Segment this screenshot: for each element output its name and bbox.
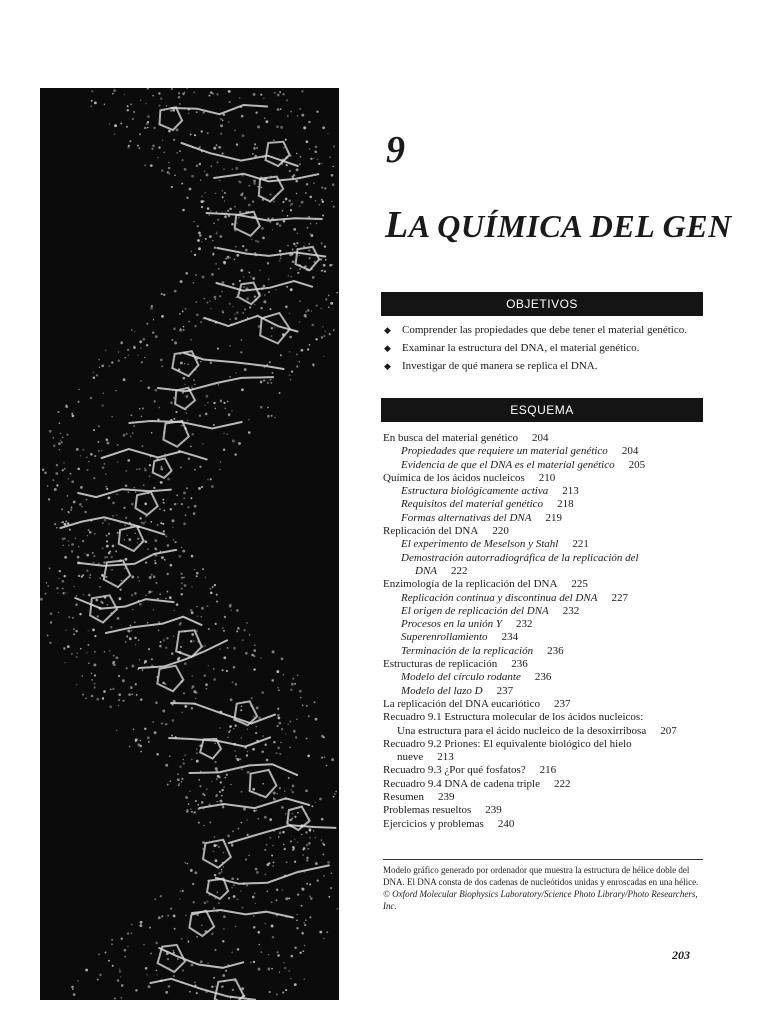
outline-item-title: La replicación del DNA eucariótico [383, 697, 540, 710]
outline-section [383, 472, 713, 485]
caption-credit: © Oxford Molecular Biophysics Laboratory/Science Photo Library/Photo Researchers, Inc. [383, 889, 698, 911]
outline-item-title: Requisitos del material genético [401, 498, 544, 511]
outline-item-title: Recuadro 9.2 Priones: El equivalente biológico del hielo [383, 737, 632, 750]
outline-subsection [383, 592, 713, 605]
diamond-bullet-icon: ◆ [384, 325, 391, 335]
outline-item-page: 213 [562, 485, 579, 498]
outline-item-continuation [383, 751, 713, 764]
outline-item-title: Terminación de la replicación [401, 644, 534, 657]
outline-section [383, 764, 713, 777]
outline-item-title: Replicación continua y discontinua del DNA [401, 591, 598, 604]
outline-item-title: Enzimología de la replicación del DNA [383, 578, 558, 591]
outline-item-continuation-text: DNA [415, 564, 437, 577]
outline-subsection [383, 605, 713, 618]
dna-helix-photo [40, 88, 339, 1000]
dna-helix-illustration [40, 88, 339, 1000]
outline-item-page: 237 [554, 697, 571, 710]
outline-item-continuation-text: nueve [397, 751, 424, 764]
outline-item-title: En busca del material genético [383, 432, 518, 444]
chapter-title-rest: A QUÍMICA DEL GEN [408, 208, 732, 244]
chapter-title-initial: L [385, 204, 409, 246]
outline-item-title: Formas alternativas del DNA [401, 511, 532, 524]
outline-item-page: 237 [496, 684, 514, 697]
outline-section [383, 432, 713, 445]
outline-item-page: 204 [532, 432, 549, 444]
chapter-number: 9 [386, 129, 405, 171]
caption-divider [383, 859, 703, 860]
outline-item-continuation-text: Una estructura para el ácido nucleico de la desoxirribosa [397, 724, 647, 737]
outline-item-continuation [383, 725, 713, 738]
outline-item-page: 239 [485, 804, 502, 817]
outline-item-title: El experimento de Meselson y Stahl [401, 538, 559, 551]
outline-subsection [383, 552, 713, 579]
outline-section [383, 738, 713, 765]
objective-item [384, 360, 714, 378]
outline-heading: ESQUEMA [381, 398, 703, 422]
outline-item-title: Estructuras de replicación [383, 658, 498, 671]
outline-section [383, 791, 713, 804]
caption-text: Modelo gráfico generado por ordenador que muestra la estructura de hélice doble del DNA. El DNA consta de dos cadenas de nucleótidos unidas y enroscadas en una hélice. [383, 865, 699, 887]
outline-item-page: 236 [534, 671, 552, 684]
outline-item-page: 222 [554, 777, 571, 790]
outline-item-page: 234 [501, 631, 519, 644]
objective-item [384, 324, 714, 342]
outline-item-page: 207 [660, 724, 677, 737]
outline-item-title: Química de los ácidos nucleicos [383, 471, 525, 484]
outline-subsection [383, 618, 713, 631]
outline-item-page: 236 [547, 644, 564, 657]
objective-text: Comprender las propiedades que debe tener el material genético. [402, 324, 687, 336]
outline-item-continuation [401, 565, 713, 578]
outline-section [383, 778, 713, 791]
chapter-title [385, 203, 732, 247]
outline-item-page: 204 [621, 445, 639, 458]
outline-item-title: Recuadro 9.4 DNA de cadena triple [383, 777, 540, 790]
outline-subsection [383, 685, 713, 698]
outline-section [383, 804, 713, 817]
outline-section [383, 818, 713, 831]
outline-item-title: Recuadro 9.3 ¿Por qué fosfatos? [383, 764, 526, 777]
page-number: 203 [672, 948, 690, 962]
outline-item-title: Superenrollamiento [401, 631, 488, 644]
backbone-sticks [60, 105, 335, 1000]
outline-subsection [383, 445, 713, 458]
chapter-outline [383, 432, 713, 831]
outline-subsection [383, 485, 713, 498]
outline-item-title: Ejercicios y problemas [383, 817, 484, 830]
outline-item-page: 216 [539, 764, 557, 777]
diamond-bullet-icon: ◆ [384, 361, 391, 371]
outline-item-title: Propiedades que requiere un material genético [401, 445, 608, 458]
outline-item-title: Problemas resueltos [383, 804, 472, 817]
outline-item-page: 210 [538, 471, 556, 484]
outline-item-title: Evidencia de que el DNA es el material genético [401, 458, 615, 471]
outline-subsection [383, 459, 713, 472]
outline-item-page: 225 [571, 578, 588, 591]
outline-item-title: Modelo del círculo rodante [401, 671, 521, 684]
objectives-heading: OBJETIVOS [381, 292, 703, 316]
outline-item-title: Procesos en la unión Y [401, 618, 503, 631]
outline-item-page: 220 [492, 525, 509, 538]
outline-item-title: Demostración autorradiográfica de la replicación del [401, 551, 639, 564]
outline-item-page: 232 [562, 604, 580, 617]
objectives-list [384, 324, 714, 378]
outline-subsection [383, 512, 713, 525]
photo-caption [383, 864, 705, 912]
outline-item-page: 236 [511, 658, 528, 671]
outline-item-title: El origen de replicación del DNA [401, 604, 549, 617]
electron-cloud-dots [40, 88, 338, 999]
outline-item-page: 213 [437, 751, 454, 764]
outline-item-title: Recuadro 9.1 Estructura molecular de los ácidos nucleicos: [383, 711, 644, 724]
outline-item-title: Estructura biológicamente activa [401, 485, 549, 498]
diamond-bullet-icon: ◆ [384, 343, 391, 353]
outline-item-page: 240 [497, 817, 515, 830]
outline-item-page: 218 [557, 498, 574, 511]
outline-item-title: Resumen [383, 791, 424, 804]
outline-section [383, 525, 713, 538]
outline-subsection [383, 538, 713, 551]
outline-subsection [383, 671, 713, 684]
outline-item-page: 232 [516, 618, 533, 631]
outline-subsection [383, 645, 713, 658]
outline-item-page: 205 [628, 458, 646, 471]
objective-text: Examinar la estructura del DNA, el material genético. [402, 342, 640, 354]
outline-item-title: Replicación del DNA [383, 525, 479, 538]
outline-item-page: 227 [611, 591, 628, 604]
outline-item-page: 222 [451, 564, 468, 577]
outline-subsection [383, 498, 713, 511]
outline-item-title: Modelo del lazo D [401, 684, 483, 697]
objective-item [384, 342, 714, 360]
outline-section [383, 711, 713, 738]
outline-item-page: 221 [572, 538, 589, 551]
outline-section [383, 578, 713, 591]
outline-subsection [383, 631, 713, 644]
outline-section [383, 658, 713, 671]
outline-section [383, 698, 713, 711]
outline-item-page: 219 [545, 511, 562, 524]
outline-item-page: 239 [437, 791, 455, 804]
objective-text: Investigar de qué manera se replica el DNA. [402, 360, 598, 372]
